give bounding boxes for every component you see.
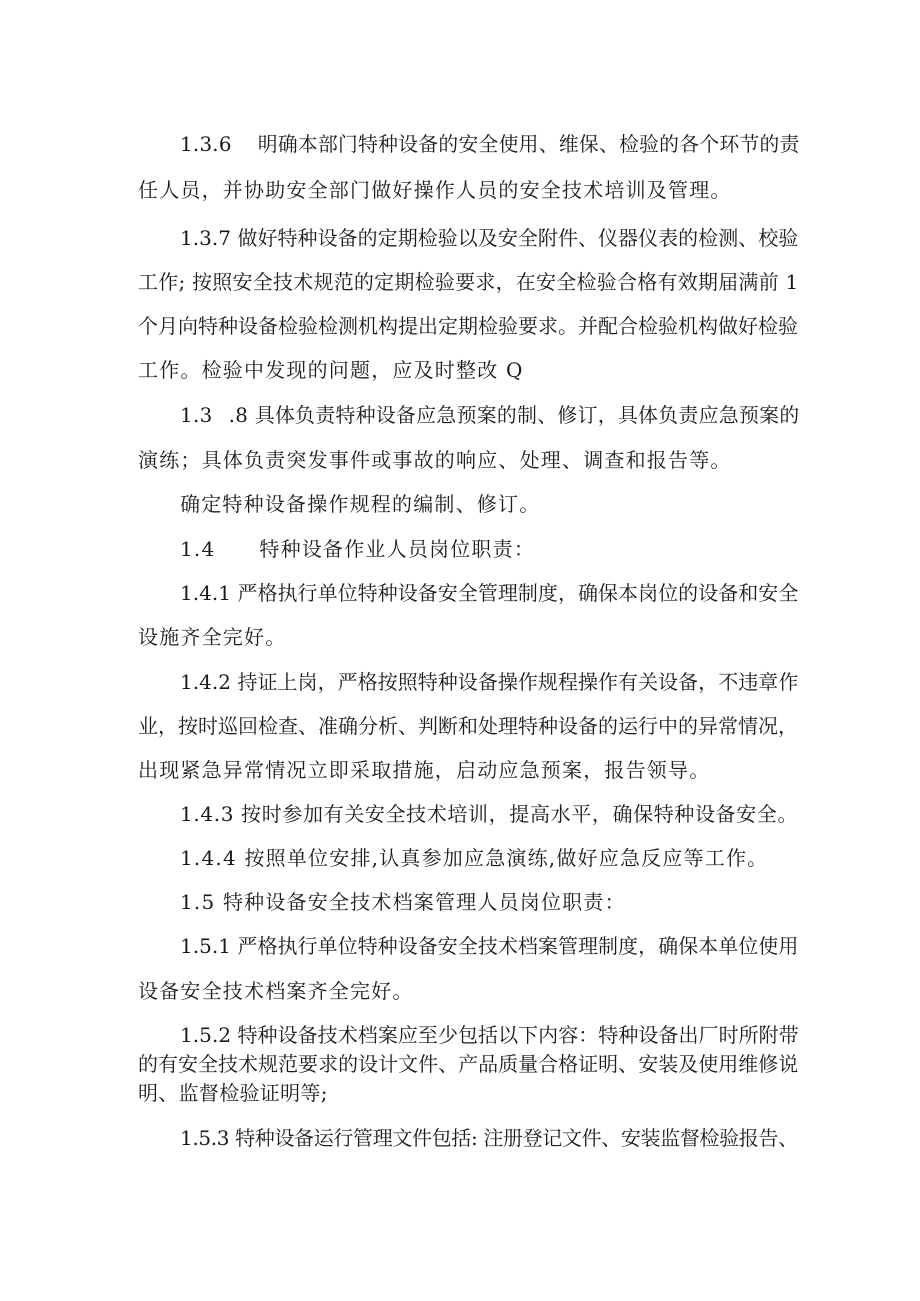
paragraph-1-4-1-line-1: 1.4.1 严格执行单位特种设备安全管理制度，确保本岗位的设备和安全: [180, 581, 799, 605]
paragraph-1-3-7-line-3: 个月向特种设备检验检测机构提出定期检验要求。并配合检验机构做好检验: [138, 314, 798, 338]
heading-1-5: 1.5 特种设备安全技术档案管理人员岗位职责：: [180, 890, 626, 914]
heading-text: 特种设备作业人员岗位职责：: [259, 537, 536, 561]
paragraph-1-3-8-line-2: 演练；具体负责突发事件或事故的响应、处理、调查和报告等。: [138, 448, 732, 472]
paragraph-1-5-2-line-1: 1.5.2 特种设备技术档案应至少包括以下内容：特种设备出厂时所附带: [180, 1023, 799, 1047]
paragraph-1-3-7-line-2: 工作; 按照安全技术规范的定期检验要求，在安全检验合格有效期届满前 1: [138, 270, 799, 294]
heading-1-4: [180, 536, 535, 562]
section-number: 1.4: [180, 537, 216, 561]
paragraph-text: 明确本部门特种设备的安全使用、维保、检验的各个环节的责: [257, 133, 800, 156]
paragraph-1-5-2-line-2: 的有安全技术规范要求的设计文件、产品质量合格证明、安装及使用维修说: [138, 1052, 799, 1076]
paragraph-1-4-3: 1.4.3 按时参加有关安全技术培训，提高水平，确保特种设备安全。: [180, 802, 799, 826]
section-number: 1.3: [180, 404, 213, 427]
paragraph-1-3-6-line-2: 任人员，并协助安全部门做好操作人员的安全技术培训及管理。: [138, 178, 732, 202]
paragraph-1-4-4: 1.4.4 按照单位安排,认真参加应急演练,做好应急反应等工作。: [180, 846, 769, 870]
paragraph-1-4-1-line-2: 设施齐全完好。: [138, 625, 287, 649]
paragraph-1-5-3-line-1: 1.5.3 特种设备运行管理文件包括: 注册登记文件、安装监督检验报告、: [180, 1126, 798, 1150]
paragraph-1-4-2-line-3: 出现紧急异常情况立即采取措施，启动应急预案，报告领导。: [138, 758, 711, 782]
paragraph-1-3-8-line-1: [180, 403, 800, 429]
paragraph-1-4-2-line-2: 业，按时巡回检查、准确分析、判断和处理特种设备的运行中的异常情况，: [138, 714, 798, 738]
paragraph-1-3-7-line-4: 工作。检验中发现的问题，应及时整改 Q: [138, 358, 524, 382]
section-number: 1.3.6: [180, 133, 232, 156]
paragraph-1-5-1-line-2: 设备安全技术档案齐全完好。: [138, 979, 414, 1003]
paragraph-1-3-7-line-1: 1.3.7 做好特种设备的定期检验以及安全附件、仪器仪表的检测、校验: [180, 226, 799, 250]
paragraph-1-3-6-line-1: [180, 132, 800, 158]
paragraph-1-5-1-line-1: 1.5.1 严格执行单位特种设备安全技术档案管理制度，确保本单位使用: [180, 934, 799, 958]
paragraph-1-4-2-line-1: 1.4.2 持证上岗，严格按照特种设备操作规程操作有关设备，不违章作: [180, 670, 799, 694]
paragraph-1-5-2-line-3: 明、监督检验证明等;: [138, 1081, 328, 1105]
paragraph-operating-procedures: 确定特种设备操作规程的编制、修订。: [180, 492, 541, 516]
paragraph-text: .8 具体负责特种设备应急预案的制、修订，具体负责应急预案的: [228, 404, 800, 427]
